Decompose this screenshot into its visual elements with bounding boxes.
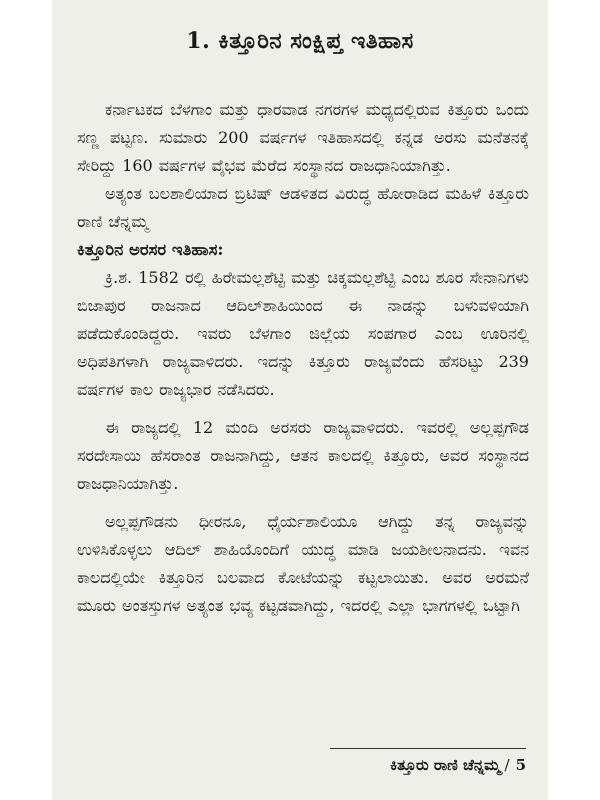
chapter-title: 1. ಕಿತ್ತೂರಿನ ಸಂಕ್ಷಿಪ್ತ ಇತಿಹಾಸ bbox=[186, 28, 414, 54]
paragraph-kings: ಈ ರಾಜ್ಯದಲ್ಲಿ 12 ಮಂದಿ ಅರಸರು ರಾಜ್ಯವಾಳಿದರು. ಇವರಲ್ಲಿ ಅಲ್ಲಪ್ಪಗೌಡ ಸರದೇಸಾಯಿ ಹೆಸರಾಂತ ರಾಜನಾಗಿದ್ದು, ಆತನ ಕಾಲದಲ್ಲಿ ಕಿತ್ತೂರು, ಅವರ ಸಂಸ್ಥಾನದ ರಾಜಧಾನಿಯಾಗಿತ್ತು. bbox=[77, 418, 529, 493]
paragraph-intro: ಕರ್ನಾಟಕದ ಬೆಳಗಾಂ ಮತ್ತು ಧಾರವಾಡ ನಗರಗಳ ಮಧ್ಯದಲ್ಲಿರುವ ಕಿತ್ತೂರು ಒಂದು ಸಣ್ಣ ಪಟ್ಟಣ. ಸುಮಾರು 200 ವರ್ಷಗಳ ಇತಿಹಾಸದಲ್ಲಿ ಕನ್ನಡ ಅರಸು ಮನೆತನಕ್ಕೆ ಸೇರಿದ್ದು 160 ವರ್ಷಗಳ ವೈಭವ ಮೆರೆದ ಸಂಸ್ಥಾನದ ರಾಜಧಾನಿಯಾಗಿತ್ತು. bbox=[77, 100, 529, 175]
page-body bbox=[77, 96, 529, 620]
footer-rule bbox=[330, 748, 526, 749]
section-heading: ಕಿತ್ತೂರಿನ ಅರಸರ ಇತಿಹಾಸ: bbox=[77, 240, 224, 259]
footer-separator: / bbox=[504, 756, 510, 774]
book-page bbox=[52, 0, 548, 800]
footer-book-title: ಕಿತ್ತೂರು ರಾಣಿ ಚೆನ್ನಮ್ಮ bbox=[390, 756, 501, 774]
paragraph-chennamma: ಅತ್ಯಂತ ಬಲಶಾಲಿಯಾದ ಬ್ರಿಟಿಷ್ ಆಡಳಿತದ ವಿರುದ್ಧ ಹೋರಾಡಿದ ಮಹಿಳೆ ಕಿತ್ತೂರು ರಾಣಿ ಚೆನ್ನಮ್ಮ bbox=[77, 184, 529, 231]
paragraph-founders: ಕ್ರಿ.ಶ. 1582 ರಲ್ಲಿ ಹಿರೇಮಲ್ಲಶೆಟ್ಟಿ ಮತ್ತು ಚಿಕ್ಕಮಲ್ಲಶೆಟ್ಟಿ ಎಂಬ ಶೂರ ಸೇನಾನಿಗಳು ಬಿಜಾಪುರ ರಾಜನಾದ ಆದಿಲ್‌ಶಾಹಿಯಿಂದ ಈ ನಾಡನ್ನು ಬಳುವಳಿಯಾಗಿ ಪಡೆದುಕೊಂಡಿದ್ದರು. ಇವರು ಬೆಳಗಾಂ ಜಿಲ್ಲೆಯ ಸಂಪಗಾರ ಎಂಬ ಊರಿನಲ್ಲಿ ಅಧಿಪತಿಗಳಾಗಿ ರಾಜ್ಯವಾಳಿದರು. ಇದನ್ನು ಕಿತ್ತೂರು ರಾಜ್ಯವೆಂದು ಹೆಸರಿಟ್ಟು 239 ವರ್ಷಗಳ ಕಾಲ ರಾಜ್ಯಭಾರ ನಡೆಸಿದರು. bbox=[77, 268, 529, 399]
paragraph-allappagouda: ಅಲ್ಲಪ್ಪಗೌಡನು ಧೀರನೂ, ಧೈರ್ಯಶಾಲಿಯೂ ಆಗಿದ್ದು ತನ್ನ ರಾಜ್ಯವನ್ನು ಉಳಿಸಿಕೊಳ್ಳಲು ಆದಿಲ್ ಶಾಹಿಯೊಂದಿಗೆ ಯುದ್ಧ ಮಾಡಿ ಜಯಶೀಲನಾದನು. ಇವನ ಕಾಲದಲ್ಲಿಯೇ ಕಿತ್ತೂರಿನ ಬಲವಾದ ಕೋಟೆಯನ್ನು ಕಟ್ಟಲಾಯಿತು. ಅವರ ಅರಮನೆ ಮೂರು ಅಂತಸ್ತುಗಳ ಅತ್ಯಂತ ಭವ್ಯ ಕಟ್ಟಡವಾಗಿದ್ದು, ಇದರಲ್ಲಿ ಎಲ್ಲಾ ಭಾಗಗಳಲ್ಲಿ ಒಟ್ಟಾಗಿ bbox=[77, 512, 529, 615]
page-number: 5 bbox=[515, 756, 526, 774]
page-footer bbox=[390, 756, 526, 774]
